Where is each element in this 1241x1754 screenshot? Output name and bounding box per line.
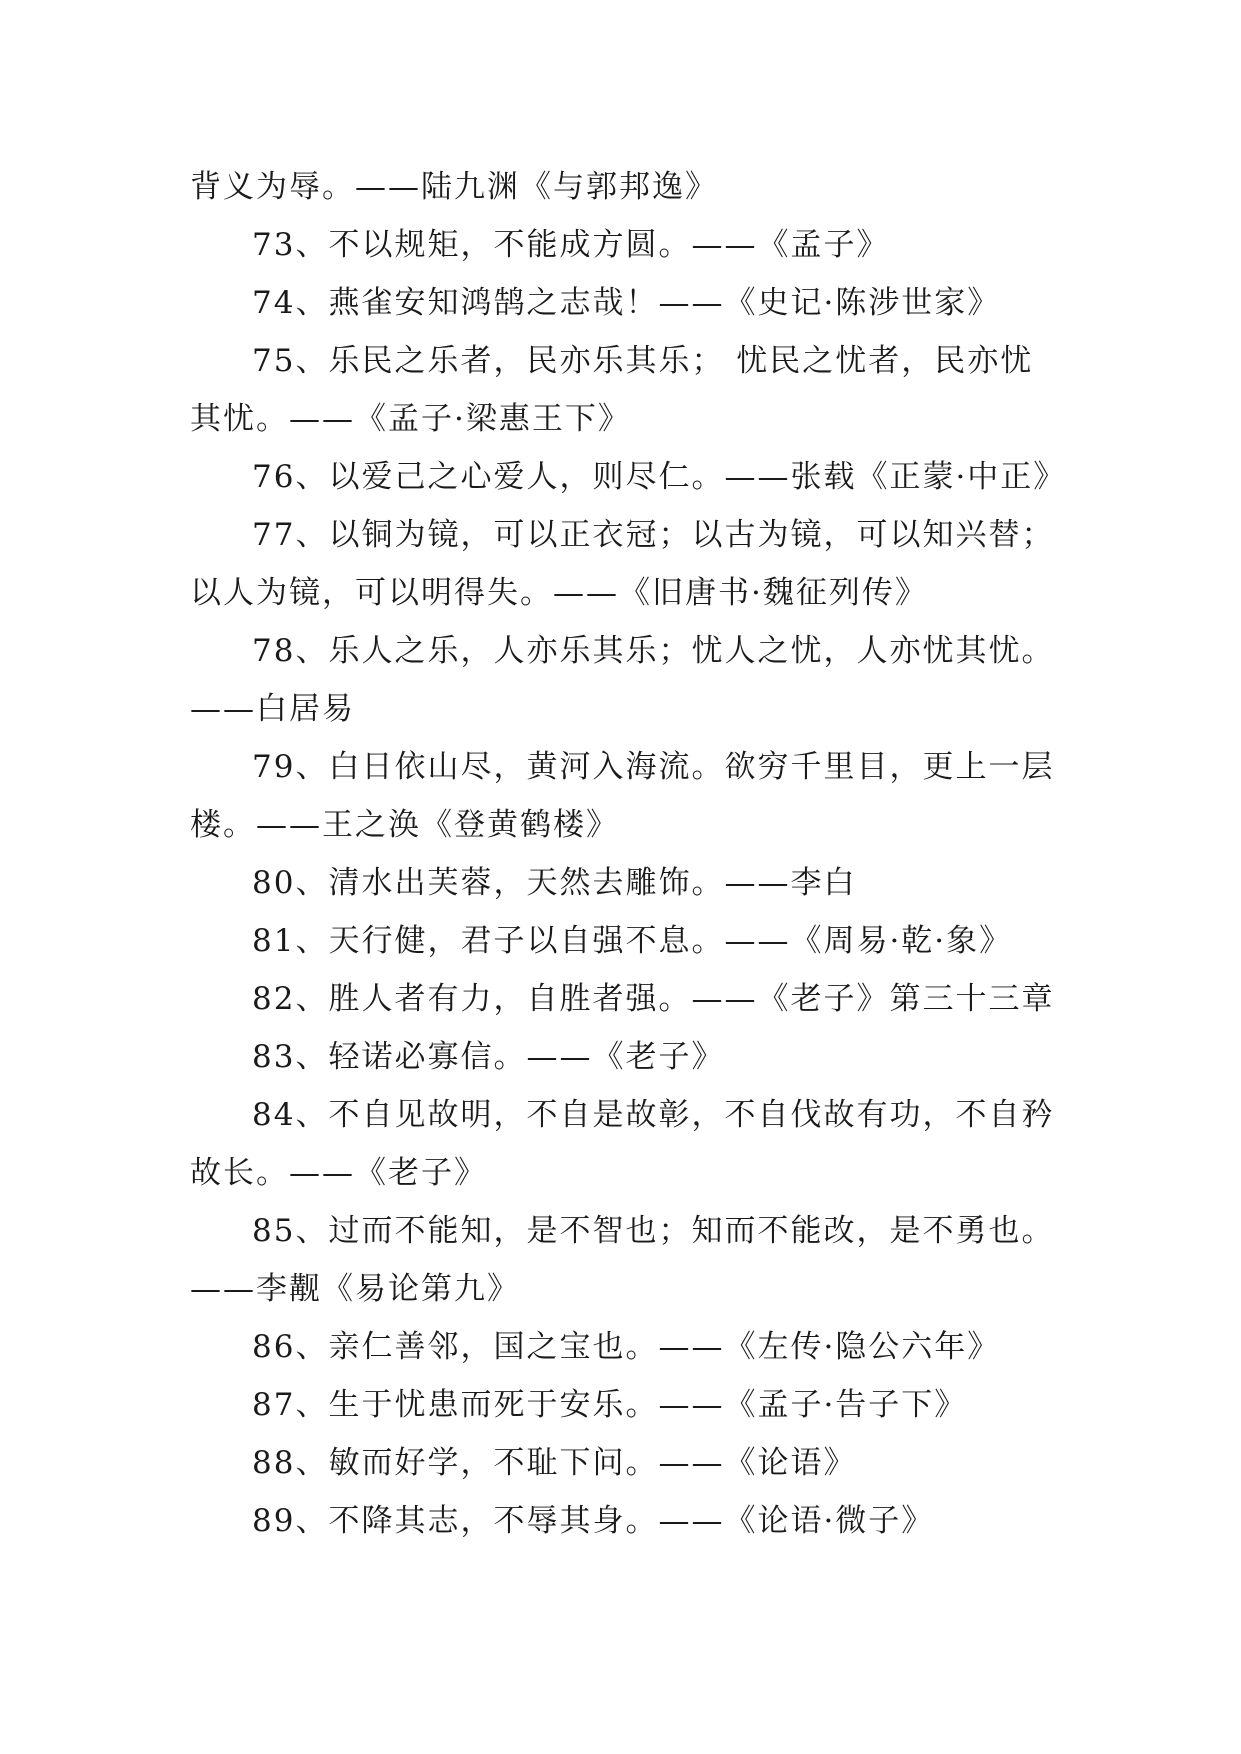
quote-line: 87、生于忧患而死于安乐。——《孟子·告子下》 — [252, 1387, 968, 1423]
quote-line: 88、敏而好学，不耻下问。——《论语》 — [252, 1445, 857, 1481]
text-line: 其忧。——《孟子·梁惠王下》 — [190, 401, 631, 437]
document-body — [190, 158, 1067, 1550]
text-line: ——李觏《易论第九》 — [190, 1271, 520, 1307]
text-line: 以人为镜，可以明得失。——《旧唐书·魏征列传》 — [190, 575, 928, 611]
text-line: 楼。——王之涣《登黄鹤楼》 — [190, 807, 619, 843]
quote-line: 80、清水出芙蓉，天然去雕饰。——李白 — [252, 865, 857, 901]
quote-line: 86、亲仁善邻，国之宝也。——《左传·隐公六年》 — [252, 1329, 1001, 1365]
text-line: 背义为辱。——陆九渊《与郭邦逸》 — [190, 169, 718, 205]
text-line: 故长。——《老子》 — [190, 1155, 487, 1191]
quote-line: 81、天行健，君子以自强不息。——《周易·乾·象》 — [252, 923, 1013, 959]
quote-line: 82、胜人者有力，自胜者强。——《老子》第三十三章 — [252, 981, 1055, 1017]
quote-line: 77、以铜为镜，可以正衣冠；以古为镜，可以知兴替； — [252, 517, 1055, 553]
quote-line: 84、不自见故明，不自是故彰，不自伐故有功，不自矜 — [252, 1097, 1055, 1133]
quote-line: 85、过而不能知，是不智也；知而不能改，是不勇也。 — [252, 1213, 1055, 1249]
quote-line: 78、乐人之乐，人亦乐其乐；忧人之忧，人亦忧其忧。 — [252, 633, 1055, 669]
quote-line: 73、不以规矩，不能成方圆。——《孟子》 — [252, 227, 890, 263]
quote-line: 75、乐民之乐者，民亦乐其乐； 忧民之忧者，民亦忧 — [252, 343, 1034, 379]
quote-line: 79、白日依山尽，黄河入海流。欲穷千里目，更上一层 — [252, 749, 1055, 785]
quote-line: 74、燕雀安知鸿鹄之志哉！——《史记·陈涉世家》 — [252, 285, 1001, 321]
quote-line: 83、轻诺必寡信。——《老子》 — [252, 1039, 725, 1075]
text-line: ——白居易 — [190, 691, 355, 727]
quote-line: 89、不降其志，不辱其身。——《论语·微子》 — [252, 1503, 935, 1539]
quote-line: 76、以爱己之心爱人，则尽仁。——张载《正蒙·中正》 — [252, 459, 1067, 495]
